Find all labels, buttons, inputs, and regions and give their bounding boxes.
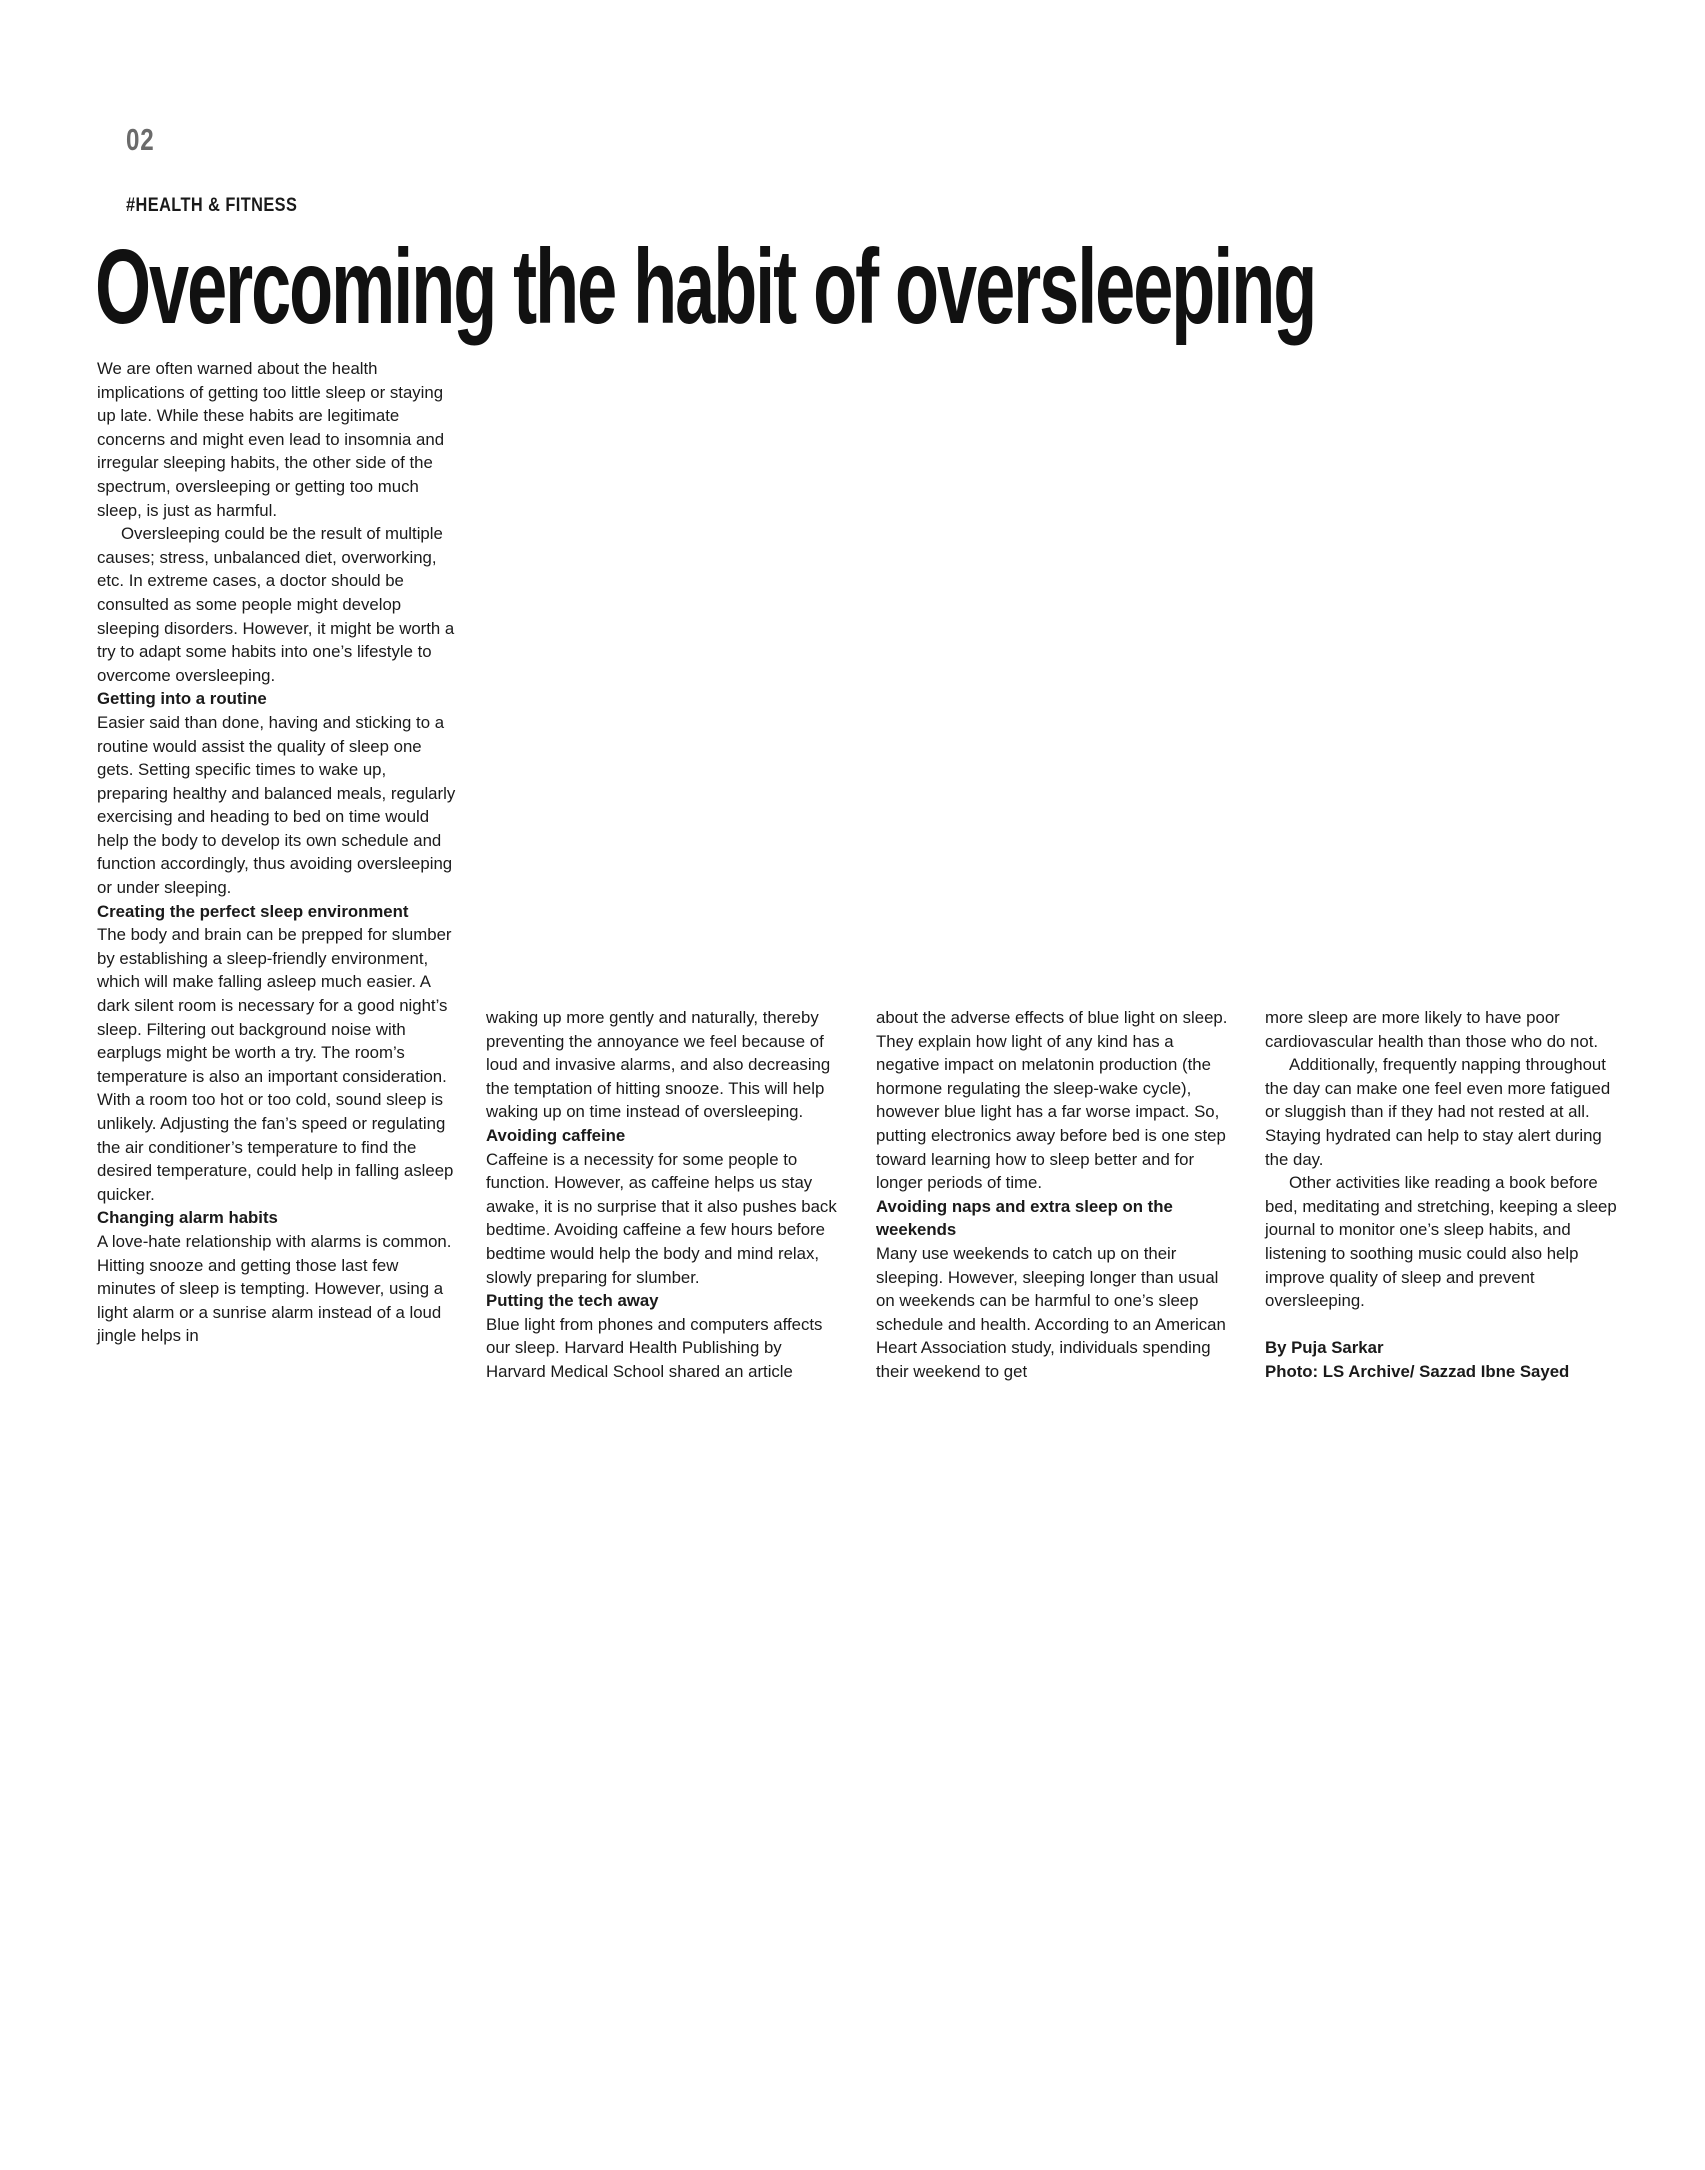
article-column-3 — [876, 1006, 1236, 1384]
page-number: 02 — [126, 122, 155, 157]
routine-heading: Getting into a routine — [97, 689, 267, 709]
headline: Overcoming the habit of oversleeping — [95, 228, 1316, 346]
caffeine-paragraph: Caffeine is a necessity for some people to function. However, as caffeine helps us stay awake, it is no surprise that it also pushes back bedtime. Avoiding caffeine a few hours before bedtime would help the body and mind relax, slowly preparing for slumber. — [486, 1149, 837, 1287]
intro-paragraph: We are often warned about the health implications of getting too little sleep or staying up late. While these habits are legitimate concerns and might even lead to insomnia and irregular sleeping habits, the other side of the spectrum, oversleeping or getting too much sleep, is just as harmful. — [97, 359, 445, 520]
intro-paragraph-2: Oversleeping could be the result of multiple causes; stress, unbalanced diet, overworking, etc. In extreme cases, a doctor should be consulted as some people might develop sleeping disorders. However, it might be worth a try to adapt some habits into one’s lifestyle to overcome oversleeping. — [97, 524, 455, 685]
section-tag: #HEALTH & FITNESS — [126, 195, 298, 216]
tech-heading: Putting the tech away — [486, 1291, 659, 1311]
alarm-paragraph: A love-hate relationship with alarms is common. Hitting snooze and getting those last few minutes of sleep is tempting. However, using a light alarm or a sunrise alarm instead of a loud jingle helps in — [97, 1231, 452, 1346]
spacer — [1265, 1313, 1625, 1337]
article-column-1 — [97, 357, 457, 1348]
routine-paragraph: Easier said than done, having and sticking to a routine would assist the quality of sleep one gets. Setting specific times to wake up, preparing healthy and balanced meals, regularly exercising and heading to bed on time would help the body to develop its own schedule and function accordingly, thus avoiding oversleeping or under sleeping. — [97, 712, 456, 898]
alarm-heading: Changing alarm habits — [97, 1208, 278, 1228]
caffeine-heading: Avoiding caffeine — [486, 1125, 626, 1145]
alarm-paragraph-continued: waking up more gently and naturally, thereby preventing the annoyance we feel because of loud and invasive alarms, and also decreasing the temptation of hitting snooze. This will help waking up on time instead of oversleeping. — [486, 1008, 831, 1122]
environment-heading: Creating the perfect sleep environment — [97, 901, 409, 921]
closing-paragraph: Other activities like reading a book before bed, meditating and stretching, keeping a sleep journal to monitor one’s sleep habits, and listening to soothing music could also help improve quality of sleep and prevent oversleeping. — [1265, 1173, 1617, 1311]
photo-credit: Photo: LS Archive/ Sazzad Ibne Sayed — [1265, 1361, 1570, 1381]
environment-paragraph: The body and brain can be prepped for slumber by establishing a sleep-friendly environment, which will make falling asleep much easier. A dark silent room is necessary for a good night’s sleep. Filtering out background noise with earplugs might be worth a try. The room’s temperature is also an important consideration. With a room too hot or too cold, sound sleep is unlikely. Adjusting the fan’s speed or regulating the air conditioner’s temperature to find the desired temperature, could help in falling asleep quicker. — [97, 925, 454, 1204]
napping-paragraph: Additionally, frequently napping throughout the day can make one feel even more fatigued or sluggish than if they had not rested at all. Staying hydrated can help to stay alert during the day. — [1265, 1055, 1611, 1169]
naps-paragraph-continued: more sleep are more likely to have poor cardiovascular health than those who do not. — [1265, 1008, 1599, 1051]
tech-paragraph-continued: about the adverse effects of blue light on sleep. They explain how light of any kind has a negative impact on melatonin production (the hormone regulating the sleep-wake cycle), however blue light has a far worse impact. So, putting electronics away before bed is one step toward learning how to sleep better and for longer periods of time. — [876, 1008, 1228, 1193]
naps-heading: Avoiding naps and extra sleep on the weekends — [876, 1196, 1173, 1240]
tech-paragraph: Blue light from phones and computers affects our sleep. Harvard Health Publishing by Harvard Medical School shared an article — [486, 1314, 823, 1381]
byline: By Puja Sarkar — [1265, 1338, 1384, 1358]
article-column-2 — [486, 1006, 846, 1384]
article-column-4 — [1265, 1006, 1625, 1384]
naps-paragraph: Many use weekends to catch up on their sleeping. However, sleeping longer than usual on weekends can be harmful to one’s sleep schedule and health. According to an American Heart Association study, individuals spending their weekend to get — [876, 1243, 1226, 1381]
